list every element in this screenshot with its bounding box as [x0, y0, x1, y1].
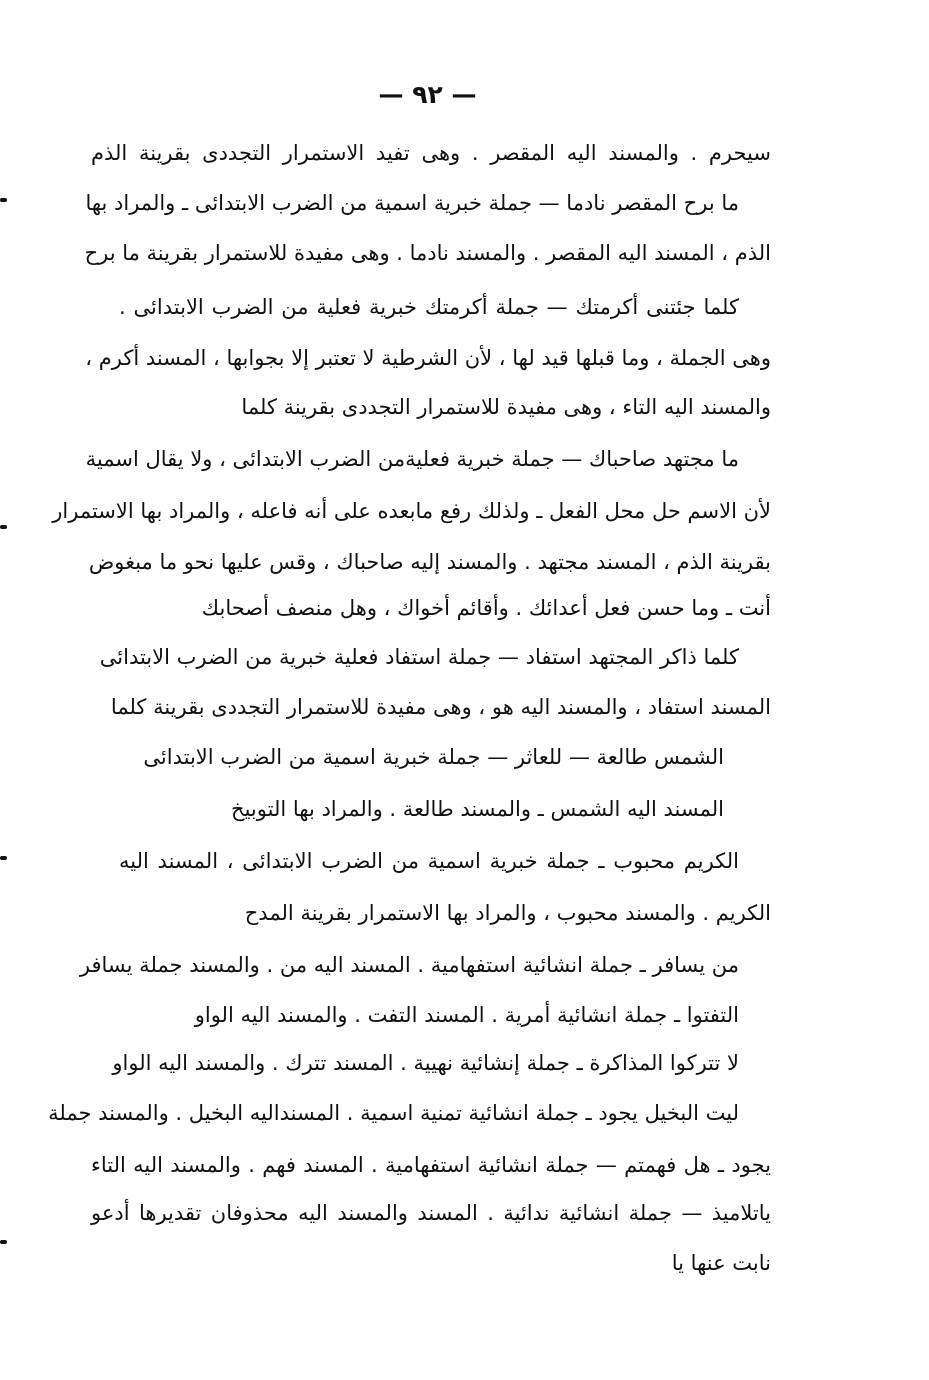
text-line: نابت عنها يا [671, 1251, 771, 1275]
text-line: لا تتركوا المذاكرة ـ جملة إنشائية نهيية . المسند تترك . والمسند اليه الواو [112, 1051, 739, 1075]
page-number: — ٩٢ — [378, 80, 477, 109]
text-line: والمسند اليه التاء ، وهى مفيدة للاستمرار التجددى بقرينة كلما [241, 395, 771, 419]
text-line: المسند استفاد ، والمسند اليه هو ، وهى مفيدة للاستمرار التجددى بقرينة كلما [110, 695, 771, 719]
scan-edge-mark [0, 525, 7, 529]
text-line: كلما جئتنى أكرمتك — جملة أكرمتك خبرية فعلية من الضرب الابتدائى . [119, 295, 739, 319]
text-line: ياتلاميذ — جملة انشائية ندائية . المسند والمسند اليه محذوفان تقديرها أدعو [91, 1201, 771, 1225]
text-line: الكريم محبوب ـ جملة خبرية اسمية من الضرب الابتدائى ، المسند اليه [119, 849, 739, 873]
text-line: من يسافر ـ جملة انشائية استفهامية . المسند اليه من . والمسند جملة يسافر [79, 953, 739, 977]
text-line: بقرينة الذم ، المسند مجتهد . والمسند إليه صاحباك ، وقس عليها نحو ما مبغوض [88, 550, 771, 574]
text-line: ما برح المقصر نادما — جملة خبرية اسمية من الضرب الابتدائى ـ والمراد بها [85, 191, 739, 215]
text-line: الشمس طالعة — للعاثر — جملة خبرية اسمية من الضرب الابتدائى [143, 745, 724, 769]
scan-edge-mark [0, 856, 7, 860]
text-line: ليت البخيل يجود ـ جملة انشائية تمنية اسمية . المسنداليه البخيل . والمسند جملة [48, 1101, 739, 1125]
text-line: ما مجتهد صاحباك — جملة خبرية فعليةمن الضرب الابتدائى ، ولا يقال اسمية [85, 447, 739, 471]
text-line: الكريم . والمسند محبوب ، والمراد بها الاستمرار بقرينة المدح [244, 901, 771, 925]
text-line: المسند اليه الشمس ـ والمسند طالعة . والمراد بها التوبيخ [231, 797, 724, 821]
text-line: الذم ، المسند اليه المقصر . والمسند نادما . وهى مفيدة للاستمرار بقرينة ما برح [84, 241, 771, 265]
scan-edge-mark [0, 198, 7, 202]
text-line: يجود ـ هل فهمتم — جملة انشائية استفهامية . المسند فهم . والمسند اليه التاء [91, 1153, 771, 1177]
text-line: وهى الجملة ، وما قبلها قيد لها ، لأن الشرطية لا تعتبر إلا بجوابها ، المسند أكرم ، [85, 346, 771, 370]
text-line: سيحرم . والمسند اليه المقصر . وهى تفيد الاستمرار التجددى بقرينة الذم [91, 141, 771, 165]
scan-edge-mark [0, 1240, 7, 1244]
text-line: كلما ذاكر المجتهد استفاد — جملة استفاد فعلية خبرية من الضرب الابتدائى [99, 645, 739, 669]
text-line: التفتوا ـ جملة انشائية أمرية . المسند التفت . والمسند اليه الواو [194, 1003, 739, 1027]
text-line: أنت ـ وما حسن فعل أعدائك . وأقائم أخواك ، وهل منصف أصحابك [201, 596, 771, 620]
text-line: لأن الاسم حل محل الفعل ـ ولذلك رفع مابعده على أنه فاعله ، والمراد بها الاستمرار [52, 499, 771, 523]
